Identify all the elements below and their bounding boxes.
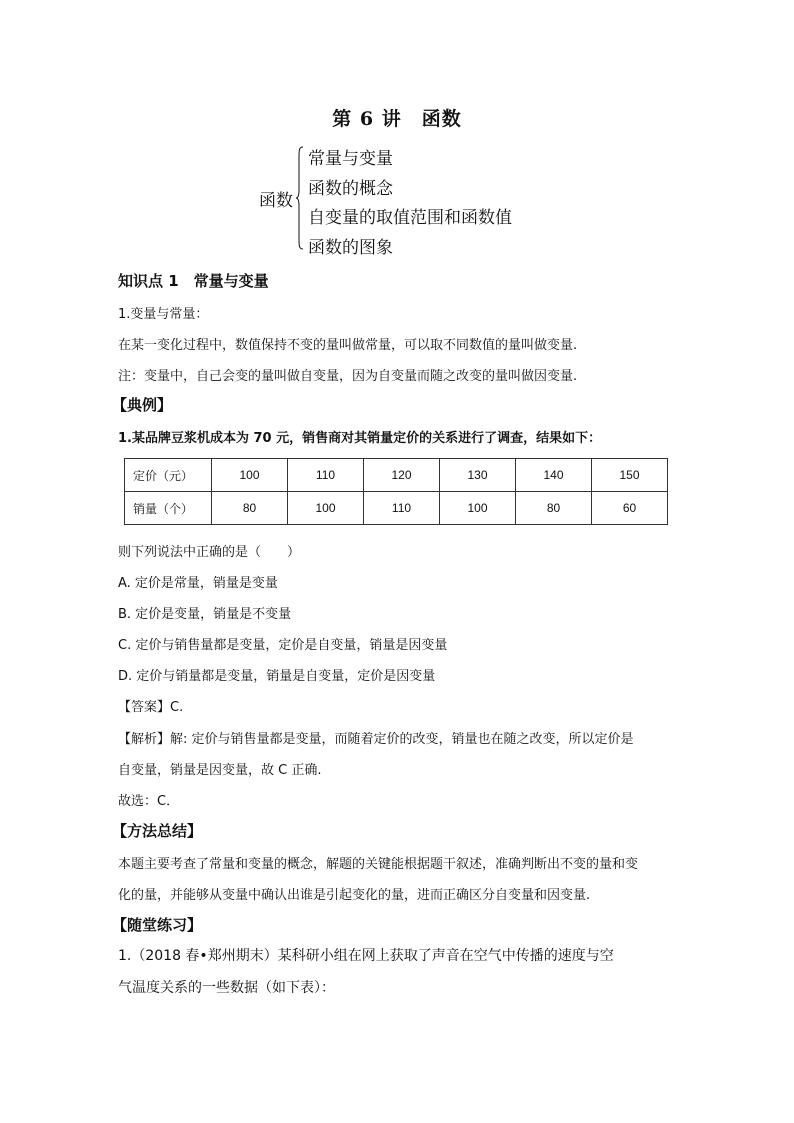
table-row <box>125 492 668 525</box>
option-c: C. 定价与销售量都是变量，定价是自变量，销量是因变量 <box>118 638 448 653</box>
table-cell: 130 <box>440 459 516 492</box>
summary-text: 化的量，并能够从变量中确认出谁是引起变化的量，进而正确区分自变量和因变量. <box>118 888 591 903</box>
practice-question: 1.（2018 春•郑州期末）某科研小组在网上获取了声音在空气中传播的速度与空 <box>118 948 614 964</box>
table-cell: 80 <box>212 492 288 525</box>
row-header: 销量（个） <box>125 492 212 525</box>
table-cell: 100 <box>288 492 364 525</box>
table-cell: 150 <box>592 459 668 492</box>
table-cell: 110 <box>364 492 440 525</box>
table-cell: 140 <box>516 459 592 492</box>
table-cell: 100 <box>440 492 516 525</box>
summary-label: 【方法总结】 <box>112 822 203 840</box>
page-title: 第 6 讲 函数 <box>332 108 462 130</box>
table-cell: 110 <box>288 459 364 492</box>
answer-text: 【答案】C. <box>118 700 184 715</box>
subheading: 1.变量与常量： <box>118 307 209 322</box>
curly-brace-icon <box>296 146 304 250</box>
outline-item: 常量与变量 <box>308 149 393 169</box>
example-question: 1.某品牌豆浆机成本为 70 元，销售商对其销量定价的关系进行了调查，结果如下： <box>118 431 602 446</box>
table-row <box>125 459 668 492</box>
row-header: 定价（元） <box>125 459 212 492</box>
data-table <box>124 458 668 525</box>
example-label: 【典例】 <box>112 396 173 414</box>
table-cell: 120 <box>364 459 440 492</box>
table-cell: 60 <box>592 492 668 525</box>
section-heading: 知识点 1 常量与变量 <box>118 272 269 290</box>
definition-text: 在某一变化过程中，数值保持不变的量叫做常量，可以取不同数值的量叫做变量. <box>118 338 578 353</box>
outline-root: 函数 <box>259 191 293 211</box>
outline-item: 函数的概念 <box>308 179 393 199</box>
table-cell: 80 <box>516 492 592 525</box>
analysis-text: 【解析】解: 定价与销售量都是变量，而随着定价的改变，销量也在随之改变，所以定价是 <box>118 732 634 747</box>
outline-item: 自变量的取值范围和函数值 <box>308 208 512 228</box>
outline-item: 函数的图象 <box>308 238 393 258</box>
note-text: 注：变量中，自己会变的量叫做自变量，因为自变量而随之改变的量叫做因变量. <box>118 369 578 384</box>
summary-text: 本题主要考查了常量和变量的概念，解题的关键能根据题干叙述，准确判断出不变的量和变 <box>118 857 639 872</box>
option-a: A. 定价是常量，销量是变量 <box>118 576 278 591</box>
analysis-text: 自变量，销量是因变量，故 C 正确. <box>118 763 322 778</box>
option-b: B. 定价是变量，销量是不变量 <box>118 607 292 622</box>
practice-question: 气温度关系的一些数据（如下表）： <box>118 980 335 996</box>
question-prompt: 则下列说法中正确的是（ ） <box>118 545 301 560</box>
choice-text: 故选：C． <box>118 794 180 809</box>
option-d: D. 定价与销量都是变量，销量是自变量，定价是因变量 <box>118 669 436 684</box>
practice-label: 【随堂练习】 <box>112 916 203 934</box>
table-cell: 100 <box>212 459 288 492</box>
